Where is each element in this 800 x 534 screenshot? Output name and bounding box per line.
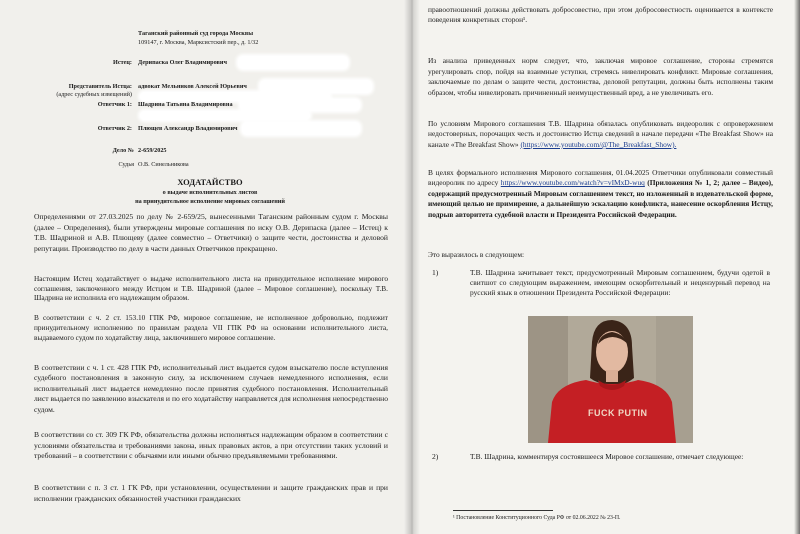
claimant-label: Истец: bbox=[113, 59, 132, 66]
court-address: 109147, г. Москва, Марксистский пер., д. 1/32 bbox=[138, 39, 259, 46]
r4-text-a: В целях формального исполнения Мирового соглашения, 01.04.2025 Ответчики опубликовали совместный видеоролик по адресу bbox=[428, 168, 773, 188]
respondent1-value: Шадрина Татьяна Владимировна bbox=[138, 101, 233, 108]
youtube-channel-link[interactable]: (https://www.youtube.com/@The_Breakfast_Show). bbox=[520, 139, 677, 149]
page-gutter-shadow bbox=[404, 0, 420, 534]
sweater-print: FUCK PUTIN bbox=[588, 408, 648, 418]
judge-value: О.В. Синельникова bbox=[138, 161, 189, 168]
paragraph-2: Настоящим Истец ходатайствует о выдаче исполнительного листа на принудительное исполнение мирового соглашения, заключенного между Истцом и Т.В. Шадриной (далее – Мировое соглашение), поскольку Т.В. Шадрина не исполнила его надлежащим образом. bbox=[34, 274, 388, 303]
footnote-divider bbox=[453, 510, 553, 511]
r4-text-b: (Приложения № 1, 2; далее – Видео), содержащий предусмотренный Мировым соглашением текст, но изложенный в издевательской форме, имеющий целью не примирение, а дальнейшую эскалацию конфликта, нанесение оскорбления Истцу, подрыв авторитета судебной власти и Президента Российской Федерации. bbox=[428, 178, 773, 219]
redaction-mark bbox=[242, 122, 360, 135]
video-screenshot bbox=[528, 316, 693, 443]
redaction-mark bbox=[238, 56, 348, 69]
youtube-video-link[interactable]: https://www.youtube.com/watch?v=vIMxD-wuq bbox=[500, 178, 645, 188]
paragraph-1: Определениями от 27.03.2025 по делу № 2-659/25, вынесенными Таганским районным судом г. Москвы (далее – Определения), были утверждены мировые соглашения по иску О.В. Дерипаска (далее – Истец) к Т.В. Шадриной и А.В. Плющеву (далее совместно – Ответчики) о защите чести, достоинства и деловой репутации. Производство по делу в части данных Ответчиков прекращено. bbox=[34, 212, 388, 253]
court-name: Таганский районный суд города Москвы bbox=[138, 30, 254, 37]
list-item-2-number: 2) bbox=[432, 452, 439, 461]
footnote: ¹ Постановление Конституционного Суда РФ от 02.06.2022 № 23-П. bbox=[453, 515, 621, 521]
paragraph-3: В соответствии с ч. 2 ст. 153.10 ГПК РФ, мировое соглашение, не исполненное добровольно, подлежит принудительному исполнению по правилам раздела VII ГПК РФ на основании исполнительного листа, выдаваемого судом по ходатайству лица, заключившего мировое соглашение. bbox=[34, 313, 388, 343]
judge-label: Судья bbox=[118, 161, 134, 168]
right-paragraph-5: Это выразилось в следующем: bbox=[428, 250, 525, 259]
right-paragraph-4 bbox=[428, 168, 773, 220]
document-subtitle-2: на принудительное исполнение мировых соглашений bbox=[135, 198, 285, 205]
respondent2-value: Плющев Александр Владимирович bbox=[138, 125, 238, 132]
redaction-mark bbox=[240, 99, 360, 111]
list-item-1: Т.В. Шадрина зачитывает текст, предусмотренный Мировым соглашением, будучи одетой в свитшот со следующим выражением, имеющим оскорбительный и нецензурный перевод на русский язык в отношении Президента Российской Федерации: bbox=[470, 268, 770, 298]
page-edge-shadow bbox=[794, 0, 800, 534]
right-paragraph-2: Из анализа приведенных норм следует, что, заключая мировое соглашение, стороны стремятся урегулировать спор, пойдя на взаимные уступки, стремясь нивелировать конфликт. Мировые соглашения, заключаемые по делам о защите чести, достоинства, деловой репутации, должны быть исполнены таким образом, чтобы нивелировать причиненный неимущественный вред, а не увеличивать его. bbox=[428, 56, 773, 97]
paragraph-5: В соответствии со ст. 309 ГК РФ, обязательства должны исполняться надлежащим образом в соответствии с условиями обязательства и требованиями закона, иных правовых актов, а при отсутствии таких условий и требований – в соответствии с обычаями или иными обычно предъявляемыми требованиями. bbox=[34, 430, 388, 461]
document-title: ХОДАТАЙСТВО bbox=[177, 177, 243, 187]
paragraph-4: В соответствии с ч. 1 ст. 428 ГПК РФ, исполнительный лист выдается судом взыскателю после вступления судебного постановления в законную силу, за исключением случаев немедленного исполнения, если исполнительный лист выдается немедленно после принятия судебного постановления. Исполнительный лист выдается по заявлению взыскателя и по его ходатайству направляется для исполнения непосредственно судом. bbox=[34, 363, 388, 414]
representative-sub: (адрес судебных извещений) bbox=[56, 91, 132, 98]
redaction-mark bbox=[140, 111, 310, 120]
case-value: 2-659/2025 bbox=[138, 147, 167, 154]
person-photo-illustration bbox=[528, 316, 693, 443]
representative-value: адвокат Мельников Алексей Юрьевич bbox=[138, 83, 247, 90]
paragraph-6: В соответствии с п. 3 ст. 1 ГК РФ, при установлении, осуществлении и защите гражданских прав и при исполнении гражданских обязанностей участники гражданских bbox=[34, 483, 388, 503]
right-paragraph-1: правоотношений должны действовать добросовестно, при этом добросовестность оценивается в контексте поведения конкретных сторон¹. bbox=[428, 5, 773, 25]
document-subtitle-1: о выдаче исполнительных листов bbox=[162, 189, 258, 196]
claimant-value: Дерипаска Олег Владимирович bbox=[138, 59, 227, 66]
representative-label: Представитель Истца: bbox=[68, 83, 132, 90]
list-item-2: Т.В. Шадрина, комментируя состоявшееся Мировое соглашение, отмечает следующее: bbox=[470, 452, 744, 461]
list-item-1-number: 1) bbox=[432, 268, 439, 277]
respondent1-label: Ответчик 1: bbox=[97, 101, 132, 108]
r3-text: По условиям Мирового соглашения Т.В. Шадрина обязалась опубликовать видеоролик с опровержением недостоверных, порочащих честь и достоинство Истца сведений в начале передачи «The Breakfast Show» на канале «The Breakfast Show» bbox=[428, 119, 773, 149]
respondent2-label: Ответчик 2: bbox=[97, 125, 132, 132]
right-paragraph-3 bbox=[428, 119, 773, 150]
case-label: Дело № bbox=[112, 147, 134, 154]
